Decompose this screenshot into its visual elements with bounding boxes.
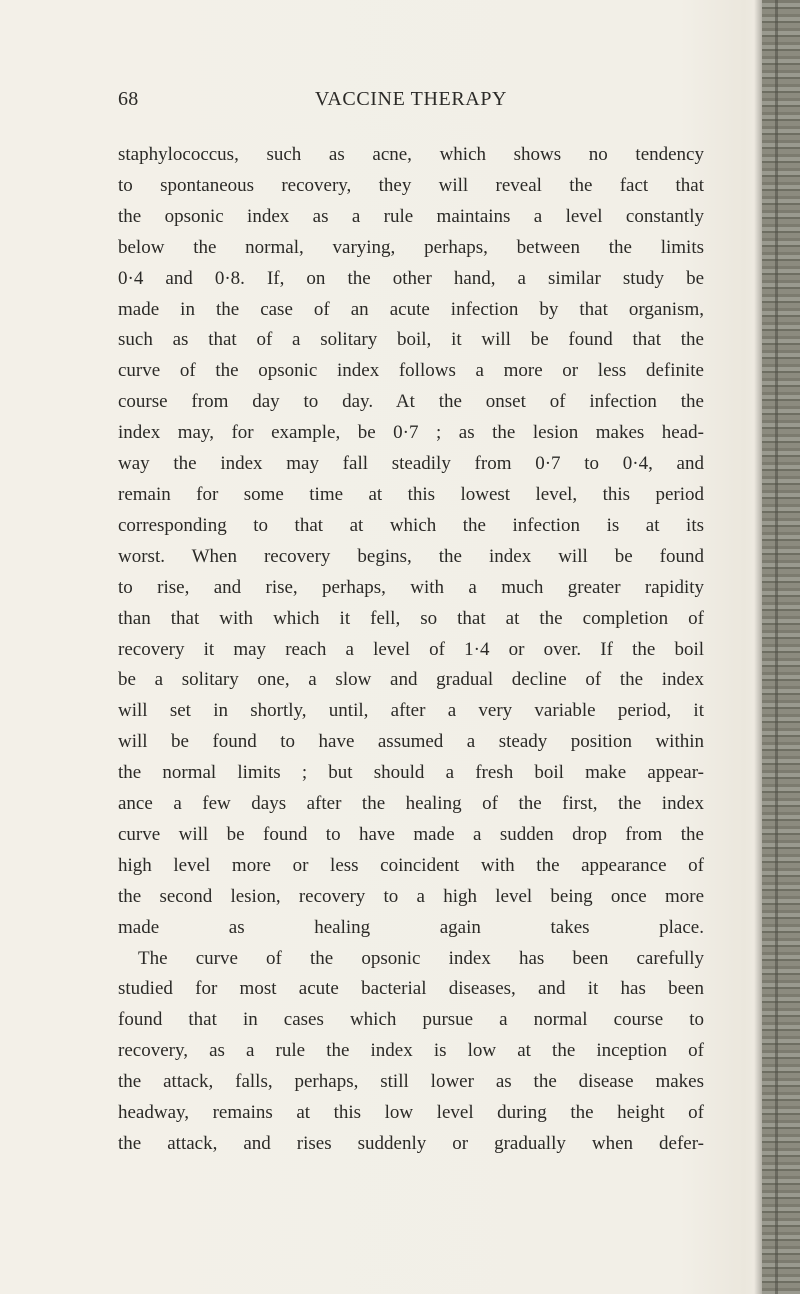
text-line: to spontaneous recovery, they will reveal the fact that bbox=[118, 174, 704, 196]
text-line: 0·4 and 0·8. If, on the other hand, a similar study be bbox=[118, 267, 704, 289]
text-line: made in the case of an acute infection by that organism, bbox=[118, 298, 704, 320]
text-line: curve will be found to have made a sudden drop from the bbox=[118, 823, 704, 845]
text-line: headway, remains at this low level during the height of bbox=[118, 1102, 704, 1124]
book-binding-edge bbox=[762, 0, 800, 1294]
text-line: curve of the opsonic index follows a more or less definite bbox=[118, 360, 704, 382]
binding-shadow bbox=[754, 0, 762, 1294]
text-line: will be found to have assumed a steady position within bbox=[118, 731, 704, 753]
paragraph-1 bbox=[118, 140, 704, 944]
text-line: made as healing again takes place. bbox=[118, 916, 704, 938]
text-line: index may, for example, be 0·7 ; as the lesion makes head- bbox=[118, 422, 704, 444]
page-header bbox=[118, 88, 704, 114]
text-line: below the normal, varying, perhaps, between the limits bbox=[118, 236, 704, 258]
text-line: worst. When recovery begins, the index will be found bbox=[118, 545, 704, 567]
text-line: ance a few days after the healing of the first, the index bbox=[118, 793, 704, 815]
text-line: such as that of a solitary boil, it will be found that the bbox=[118, 329, 704, 351]
text-line: found that in cases which pursue a normal course to bbox=[118, 1009, 704, 1031]
running-title: VACCINE THERAPY bbox=[314, 88, 508, 110]
text-line: recovery, as a rule the index is low at the inception of bbox=[118, 1040, 704, 1062]
text-line: course from day to day. At the onset of infection the bbox=[118, 391, 704, 413]
text-line: the attack, falls, perhaps, still lower as the disease makes bbox=[118, 1071, 704, 1093]
text-line: will set in shortly, until, after a very variable period, it bbox=[118, 700, 704, 722]
text-line: than that with which it fell, so that at the completion of bbox=[118, 607, 704, 629]
text-line: studied for most acute bacterial diseases, and it has been bbox=[118, 978, 704, 1000]
text-line: the normal limits ; but should a fresh boil make appear- bbox=[118, 762, 704, 784]
text-line: be a solitary one, a slow and gradual decline of the index bbox=[118, 669, 704, 691]
paragraph-2 bbox=[118, 944, 704, 1160]
text-line: The curve of the opsonic index has been carefully bbox=[138, 947, 704, 969]
text-line: way the index may fall steadily from 0·7 to 0·4, and bbox=[118, 453, 704, 475]
page-number: 68 bbox=[118, 88, 139, 110]
text-line: corresponding to that at which the infection is at its bbox=[118, 514, 704, 536]
binding-crease bbox=[775, 0, 778, 1294]
body-text bbox=[118, 140, 704, 1160]
text-line: remain for some time at this lowest level, this period bbox=[118, 483, 704, 505]
text-line: high level more or less coincident with the appearance of bbox=[118, 854, 704, 876]
text-line: to rise, and rise, perhaps, with a much greater rapidity bbox=[118, 576, 704, 598]
text-line: staphylococcus, such as acne, which shows no tendency bbox=[118, 144, 704, 165]
text-line: the opsonic index as a rule maintains a level constantly bbox=[118, 205, 704, 227]
text-line: the second lesion, recovery to a high level being once more bbox=[118, 885, 704, 907]
text-line: recovery it may reach a level of 1·4 or over. If the boil bbox=[118, 638, 704, 660]
text-line: the attack, and rises suddenly or gradually when defer- bbox=[118, 1133, 704, 1154]
